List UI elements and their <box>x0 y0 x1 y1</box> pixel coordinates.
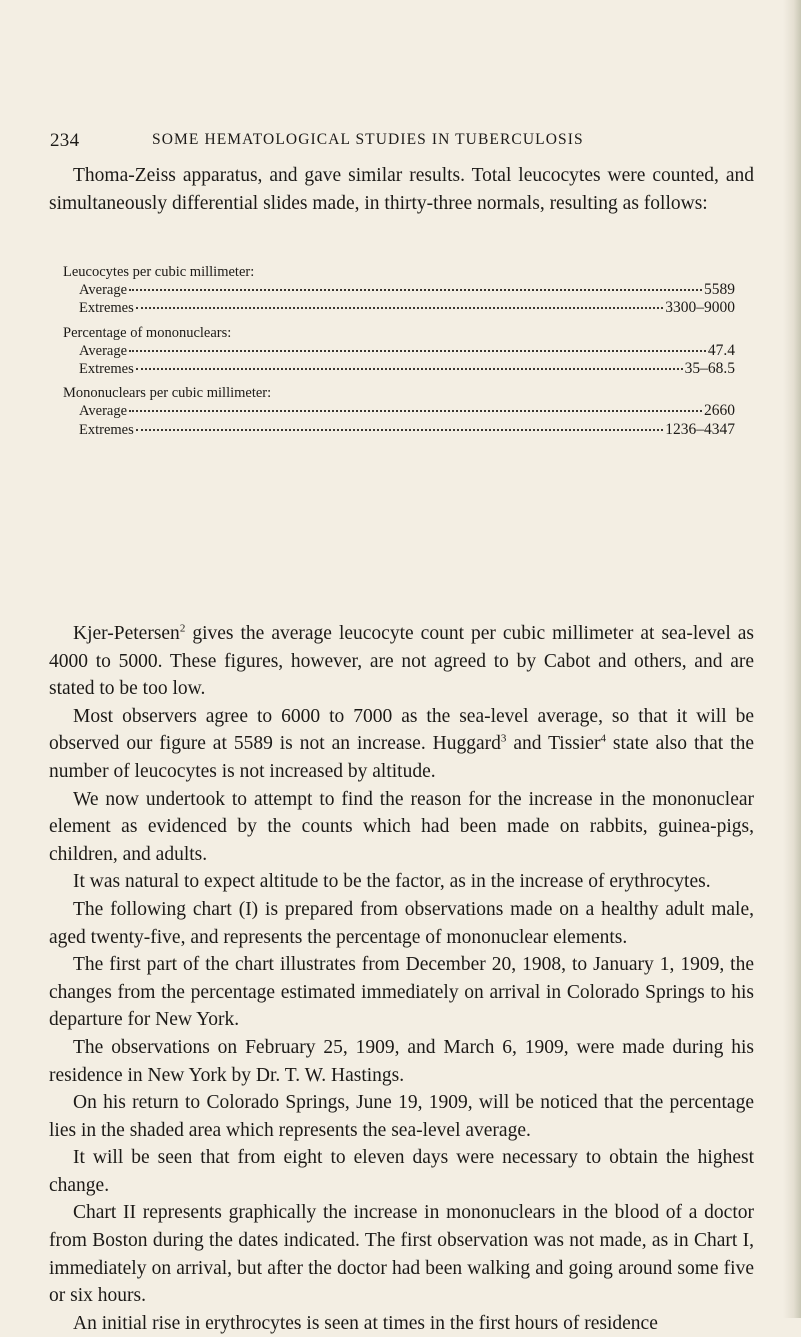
intro-text <box>49 162 754 217</box>
main-text <box>49 620 754 1337</box>
group-title: Mononuclears per cubic millimeter: <box>63 385 272 402</box>
text-run: Most observers agree to 6000 to 7000 as the sea-level average, so that it will be observed our figure at 5589 is not an increase. Huggard <box>49 705 754 755</box>
footnote-ref: 3 <box>500 732 507 745</box>
row-label: Extremes <box>79 361 134 378</box>
leader-dots <box>136 307 663 309</box>
table-group-mononuclears <box>63 385 735 439</box>
group-title: Percentage of mononuclears: <box>63 324 232 341</box>
leader-dots <box>129 350 706 352</box>
running-head: SOME HEMATOLOGICAL STUDIES IN TUBERCULOSIS <box>152 131 584 148</box>
leucocyte-table <box>63 264 735 446</box>
paragraph-sea-level <box>49 703 754 786</box>
footnote-ref: 2 <box>179 622 186 635</box>
row-label: Extremes <box>79 421 134 438</box>
paragraph: The observations on February 25, 1909, and March 6, 1909, were made during his residence in New York by Dr. T. W. Hastings. <box>49 1036 754 1086</box>
paragraph: We now undertook to attempt to find the reason for the increase in the mononuclear element as evidenced by the counts which had been made on rabbits, guinea-pigs, children, and adults. <box>49 788 754 865</box>
row-label: Average <box>79 342 128 359</box>
paragraph: It will be seen that from eight to eleven days were necessary to obtain the highest change. <box>49 1147 754 1196</box>
table-group-mononuclear-percentage <box>63 325 735 379</box>
table-row <box>63 299 735 317</box>
row-value: 1236–4347 <box>665 420 735 438</box>
row-label: Average <box>79 403 128 420</box>
row-value: 3300–9000 <box>665 299 735 317</box>
intro-paragraph: Thoma-Zeiss apparatus, and gave similar results. Total leucocytes were counted, and simultaneously differential slides made, in thirty-three normals, resulting as follows: <box>49 165 754 214</box>
footnote-ref: 4 <box>600 732 606 745</box>
paragraph: The first part of the chart illustrates from December 20, 1908, to January 1, 1909, the changes from the percentage estimated immediately on arrival in Colorado Springs to his departure for New York. <box>49 954 754 1031</box>
page-header <box>50 130 750 154</box>
page-edge-shadow <box>783 0 801 1318</box>
row-value: 47.4 <box>707 341 735 359</box>
row-label: Extremes <box>79 300 134 317</box>
table-row <box>63 281 735 299</box>
text-run: gives the average leucocyte count per cubic millimeter at sea-level as 4000 to 5000. These figures, however, are not agreed to by Cabot and others, and are stated to be too low. <box>49 623 754 700</box>
table-group-leucocytes <box>63 264 735 318</box>
leader-dots <box>129 289 702 291</box>
page-number: 234 <box>50 130 80 151</box>
leader-dots <box>129 410 702 412</box>
table-row <box>63 360 735 378</box>
row-value: 35–68.5 <box>684 360 735 378</box>
row-label: Average <box>79 282 128 299</box>
group-title: Leucocytes per cubic millimeter: <box>63 264 255 280</box>
paragraph-kjer-petersen <box>49 620 754 703</box>
paragraph: The following chart (I) is prepared from observations made on a healthy adult male, aged twenty-five, and represents the percentage of mononuclear elements. <box>49 898 754 948</box>
paragraph: An initial rise in erythrocytes is seen at times in the first hours of residence <box>73 1312 658 1334</box>
leader-dots <box>136 368 683 370</box>
row-value: 2660 <box>704 402 735 420</box>
row-value: 5589 <box>704 281 735 299</box>
text-run: and Tissier <box>506 733 601 755</box>
paragraph: On his return to Colorado Springs, June 19, 1909, will be noticed that the percentage lies in the shaded area which represents the sea-level average. <box>49 1092 754 1141</box>
text-run: state also that the number of leucocytes is not increased by altitude. <box>49 733 754 782</box>
table-row <box>63 402 735 420</box>
paragraph: Chart II represents graphically the increase in mononuclears in the blood of a doctor from Boston during the dates indicated. The first observation was not made, as in Chart I, immediately on arrival, but after the doctor had been walking and going around some five or six hours. <box>49 1202 754 1307</box>
table-row <box>63 342 735 360</box>
leader-dots <box>136 429 663 431</box>
text-run: Kjer-Petersen <box>73 623 180 644</box>
table-row <box>63 421 735 439</box>
paragraph: It was natural to expect altitude to be the factor, as in the increase of erythrocytes. <box>73 871 711 893</box>
